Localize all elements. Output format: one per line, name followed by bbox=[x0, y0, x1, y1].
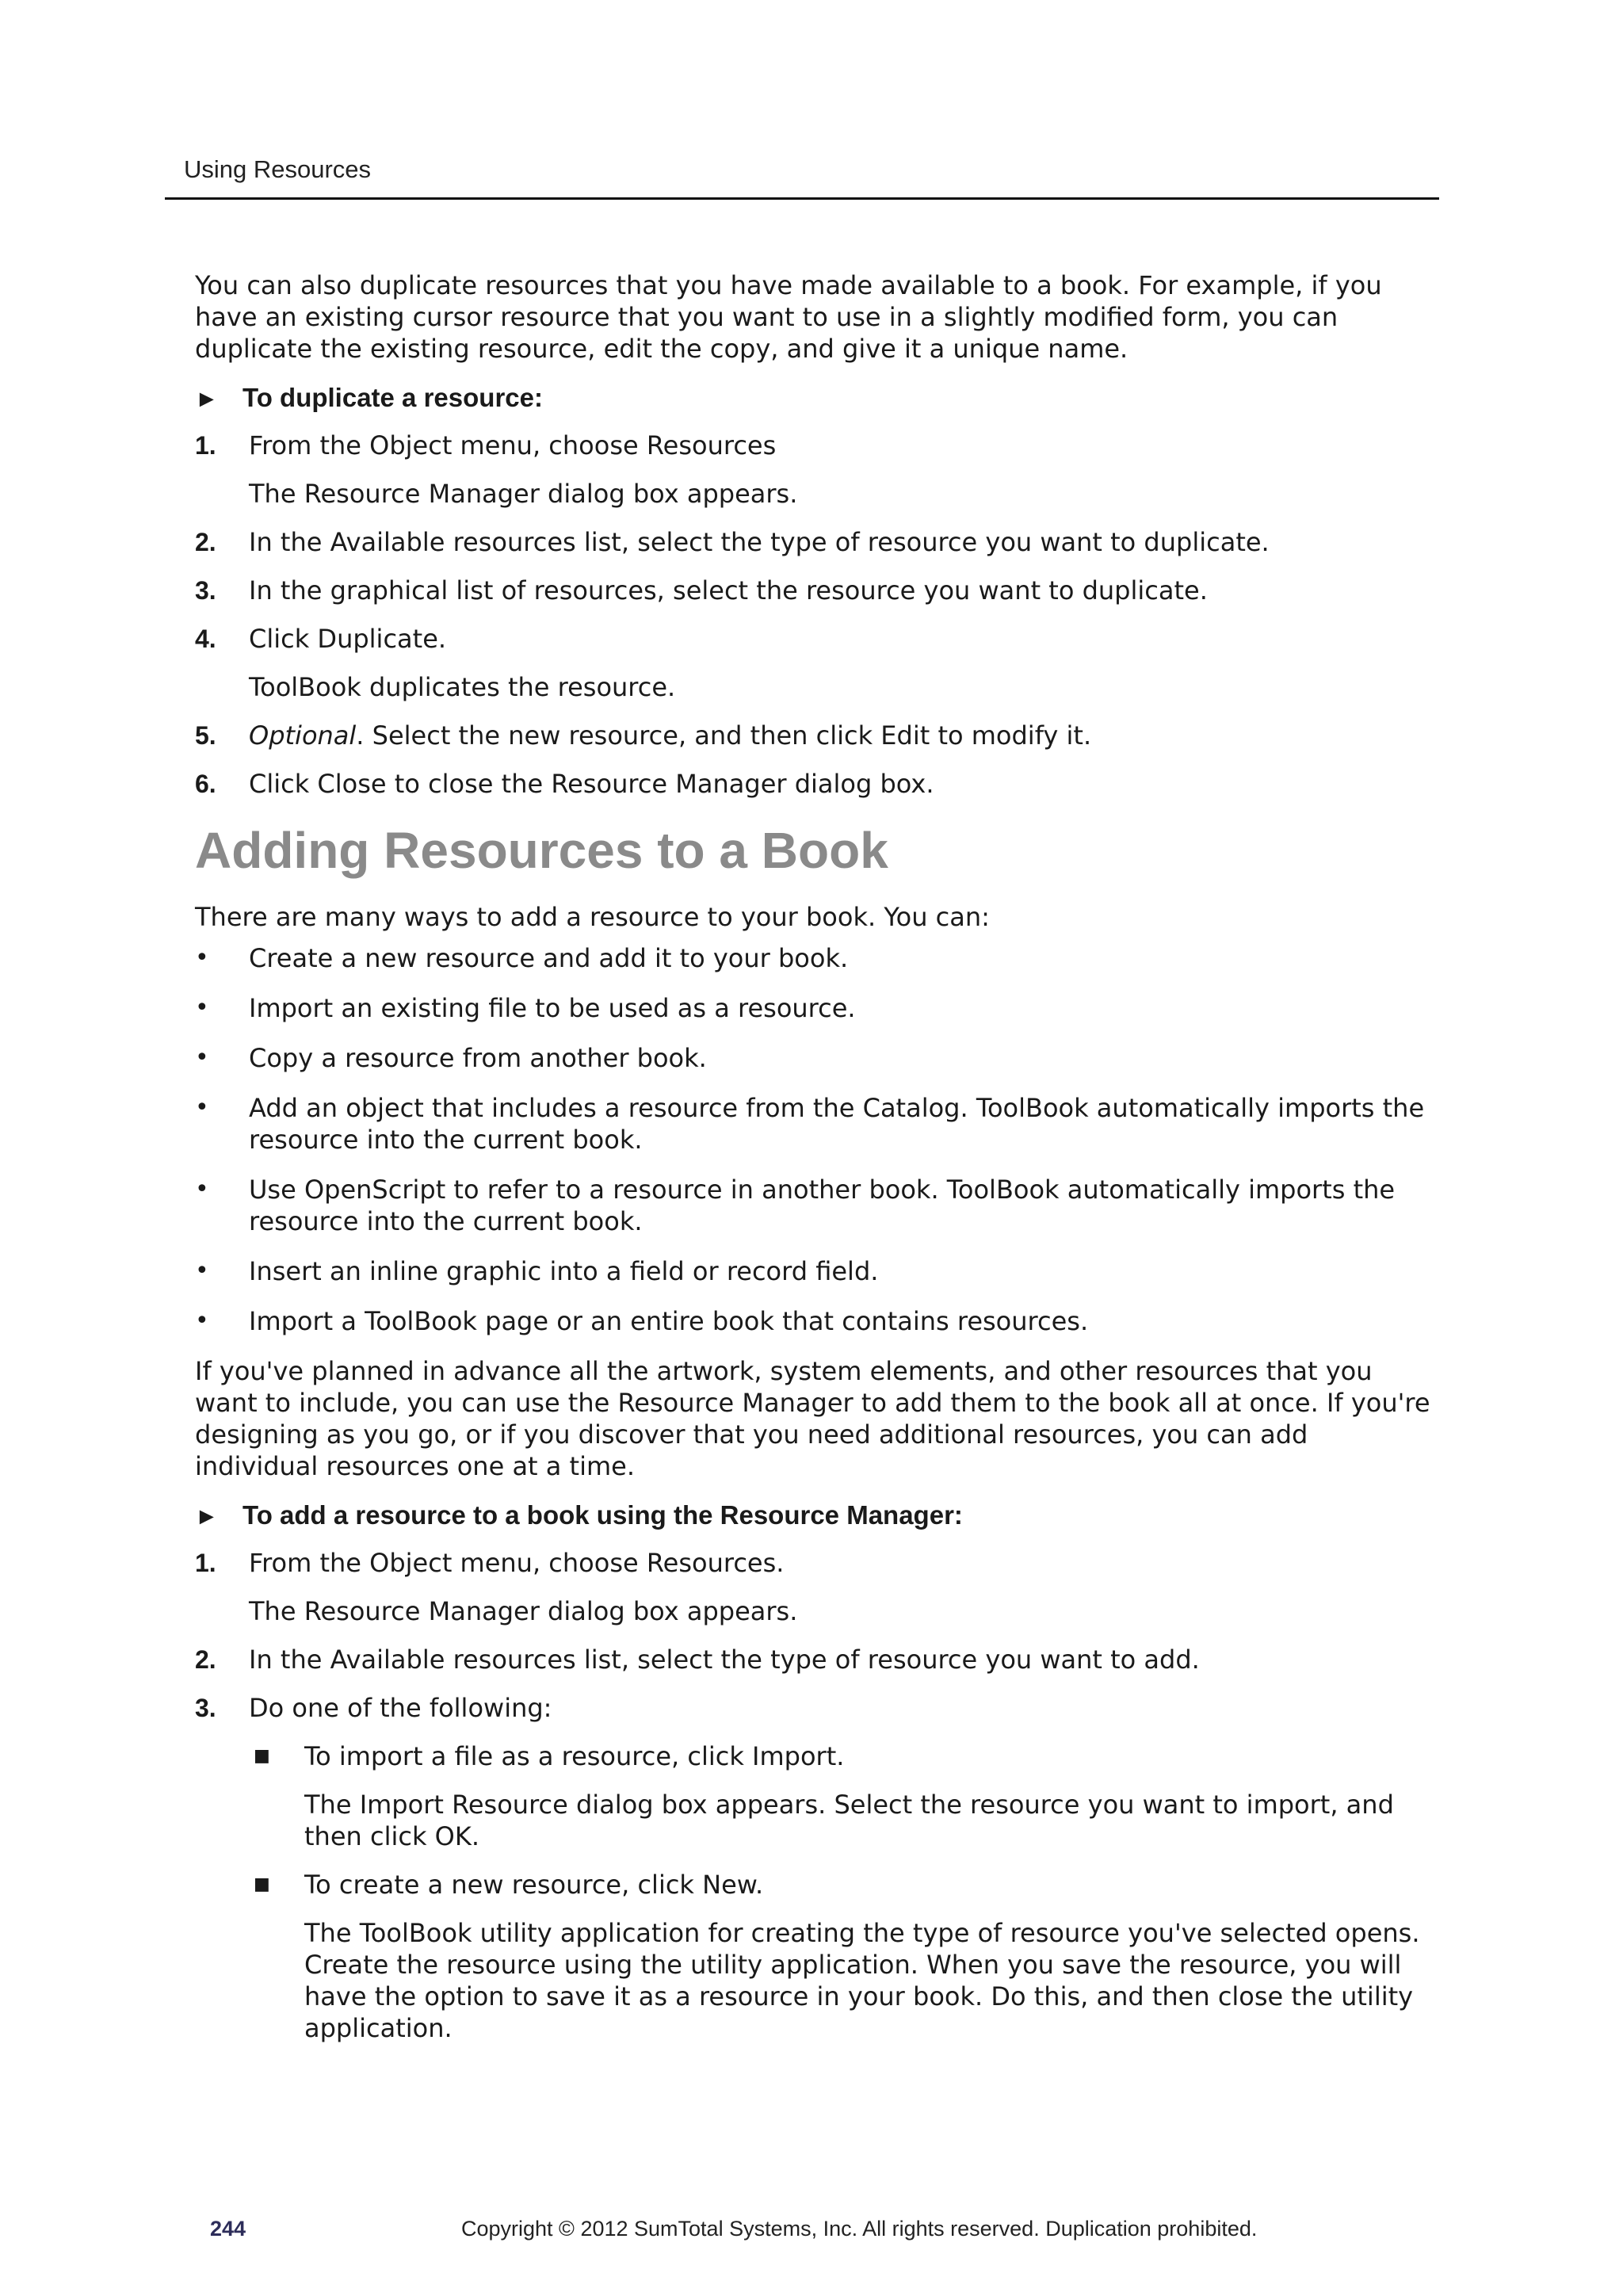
step-item bbox=[195, 1644, 1431, 1675]
sub-bullet-detail: The ToolBook utility application for creating the type of resource you've selected opens. Create the resource using the utility application. When you save the resource, you will have the option to save it as a resource in your book. Do this, and then close the utility application. bbox=[304, 1918, 1420, 2043]
bullet-item bbox=[195, 1255, 1431, 1287]
sub-bullet-item bbox=[249, 1740, 1431, 1772]
bullet-item bbox=[195, 992, 1431, 1024]
procedure-title: To add a resource to a book using the Resource Manager: bbox=[242, 1500, 963, 1530]
step-text-rest: . Select the new resource, and then click Edit to modify it. bbox=[356, 720, 1092, 751]
bullet-text: Use OpenScript to refer to a resource in another book. ToolBook automatically imports the resource into the current book. bbox=[249, 1175, 1396, 1236]
copyright-notice: Copyright © 2012 SumTotal Systems, Inc. All rights reserved. Duplication prohibited. bbox=[461, 2217, 1258, 2241]
step-item bbox=[195, 1692, 1431, 1724]
bullet-item bbox=[195, 1092, 1431, 1156]
step-text: In the graphical list of resources, select the resource you want to duplicate. bbox=[249, 575, 1208, 606]
bullet-item bbox=[195, 1042, 1431, 1074]
bullet-icon: • bbox=[195, 1307, 209, 1335]
step-item bbox=[195, 720, 1431, 751]
step-item bbox=[195, 1547, 1431, 1579]
step-text bbox=[249, 720, 1431, 751]
section-heading: Adding Resources to a Book bbox=[195, 822, 888, 879]
bullet-text: Add an object that includes a resource from the Catalog. ToolBook automatically imports the resource into the current book. bbox=[249, 1093, 1425, 1155]
arrow-right-icon: ► bbox=[195, 386, 219, 412]
step-result: The Resource Manager dialog box appears. bbox=[249, 479, 798, 509]
step-item bbox=[195, 575, 1431, 606]
header-rule bbox=[165, 197, 1439, 200]
sub-bullet-item bbox=[249, 1869, 1431, 1901]
sub-bullet-detail: The Import Resource dialog box appears. Select the resource you want to import, and then click OK. bbox=[304, 1790, 1394, 1851]
bullet-text: Import a ToolBook page or an entire book that contains resources. bbox=[249, 1306, 1089, 1336]
step-text: In the Available resources list, select the type of resource you want to duplicate. bbox=[249, 527, 1270, 557]
bullet-icon: • bbox=[195, 1175, 209, 1203]
section-intro: There are many ways to add a resource to your book. You can: bbox=[195, 902, 990, 932]
step-text: Click Duplicate. bbox=[249, 624, 447, 654]
step-number: 4. bbox=[195, 625, 216, 653]
page-content bbox=[195, 269, 1431, 2061]
bullet-text: Import an existing file to be used as a resource. bbox=[249, 993, 856, 1023]
bullet-text: Insert an inline graphic into a field or record field. bbox=[249, 1256, 879, 1286]
bullet-icon: • bbox=[195, 1094, 209, 1121]
bullet-icon: • bbox=[195, 994, 209, 1022]
square-bullet-icon: ■ bbox=[254, 1874, 270, 1894]
bullet-text: Copy a resource from another book. bbox=[249, 1043, 707, 1073]
step-number: 5. bbox=[195, 721, 216, 750]
step-text: From the Object menu, choose Resources. bbox=[249, 1548, 785, 1578]
step-number: 2. bbox=[195, 1645, 216, 1674]
procedure-heading-duplicate bbox=[195, 382, 1431, 415]
bullet-icon: • bbox=[195, 1044, 209, 1072]
bullet-icon: • bbox=[195, 1257, 209, 1285]
arrow-right-icon: ► bbox=[195, 1503, 219, 1530]
step-result: The Resource Manager dialog box appears. bbox=[249, 1596, 798, 1626]
step-number: 2. bbox=[195, 528, 216, 556]
sub-bullet-text: To import a file as a resource, click Import. bbox=[304, 1741, 845, 1771]
step-text: Do one of the following: bbox=[249, 1693, 552, 1723]
running-header: Using Resources bbox=[184, 155, 372, 183]
procedure-heading-add bbox=[195, 1499, 1431, 1533]
bullet-icon: • bbox=[195, 944, 209, 972]
step-text: From the Object menu, choose Resources bbox=[249, 430, 777, 460]
step-result: ToolBook duplicates the resource. bbox=[249, 672, 676, 702]
step-item bbox=[195, 623, 1431, 655]
step-number: 1. bbox=[195, 431, 216, 460]
step-text: In the Available resources list, select the type of resource you want to add. bbox=[249, 1645, 1200, 1675]
square-bullet-icon: ■ bbox=[254, 1746, 270, 1766]
step-item bbox=[195, 526, 1431, 558]
step-number: 1. bbox=[195, 1549, 216, 1577]
sub-bullet-text: To create a new resource, click New. bbox=[304, 1870, 764, 1900]
step-text: Click Close to close the Resource Manager dialog box. bbox=[249, 769, 934, 799]
page-number: 244 bbox=[210, 2217, 246, 2241]
bullet-text: Create a new resource and add it to your book. bbox=[249, 943, 849, 973]
section-paragraph: If you've planned in advance all the artwork, system elements, and other resources that you want to include, you can use the Resource Manager to add them to the book all at once. If you're designing as you go, or if you discover that you need additional resources, you can add individual resources one at a time. bbox=[195, 1356, 1430, 1481]
step-number: 6. bbox=[195, 770, 216, 798]
step-number: 3. bbox=[195, 1694, 216, 1722]
optional-label: Optional bbox=[249, 720, 357, 751]
procedure-title: To duplicate a resource: bbox=[242, 383, 543, 412]
step-item bbox=[195, 768, 1431, 800]
bullet-item bbox=[195, 942, 1431, 974]
bullet-item bbox=[195, 1174, 1431, 1237]
bullet-item bbox=[195, 1305, 1431, 1337]
step-number: 3. bbox=[195, 576, 216, 605]
step-item bbox=[195, 430, 1431, 461]
intro-paragraph: You can also duplicate resources that you have made available to a book. For example, if you have an existing cursor resource that you want to use in a slightly modified form, you can duplicate the existing resource, edit the copy, and give it a unique name. bbox=[195, 270, 1382, 364]
